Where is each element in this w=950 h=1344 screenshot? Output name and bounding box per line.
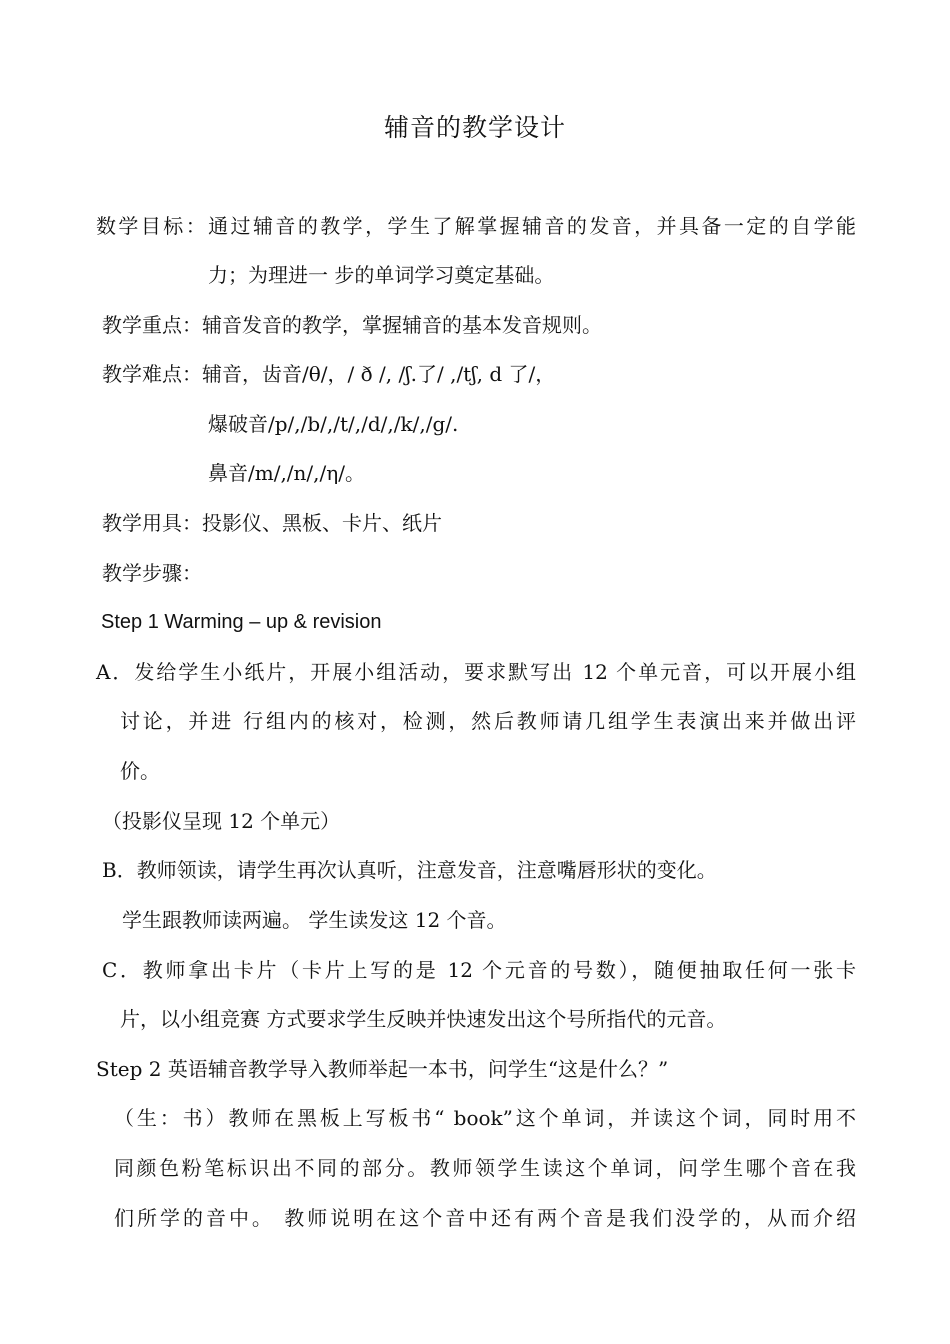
steps-heading: 教学步骤：	[102, 561, 202, 585]
key-point-line: 教学重点：辅音发音的教学，掌握辅音的基本发音规则。	[102, 313, 602, 337]
difficulty-line-2: 爆破音/p/,/b/,/t/,/d/,/k/,/g/.	[208, 412, 459, 436]
difficulty-line-1: 教学难点：辅音，齿音/θ/，/ ð /, /ʃ.了/ ,/tʃ, d 了/，	[102, 362, 556, 386]
step-a-line-1: A．发给学生小纸片，开展小组活动，要求默写出 12 个单元音，可以开展小组	[96, 660, 856, 684]
step1-heading: Step 1 Warming – up & revision	[101, 611, 382, 633]
step2-heading: Step 2 英语辅音教学导入教师举起一本书，问学生“这是什么？”	[96, 1057, 669, 1081]
step-b-line-1: B．教师领读，请学生再次认真听，注意发音，注意嘴唇形状的变化。	[102, 858, 717, 882]
projector-note: （投影仪呈现 12 个单元）	[102, 809, 341, 833]
difficulty-line-3: 鼻音/m/,/n/,/η/。	[208, 461, 365, 485]
step-a-line-2: 讨论，并进 行组内的核对，检测，然后教师请几组学生表演出来并做出评	[120, 709, 856, 733]
step-b-line-2: 学生跟教师读两遍。 学生读发这 12 个音。	[122, 908, 507, 932]
step2-line-2: 同颜色粉笔标识出不同的部分。教师领学生读这个单词，问学生哪个音在我	[114, 1156, 856, 1180]
step-c-line-1: C．教师拿出卡片（卡片上写的是 12 个元音的号数），随便抽取任何一张卡	[102, 958, 856, 982]
step2-line-3: 们所学的音中。 教师说明在这个音中还有两个音是我们没学的，从而介绍	[114, 1206, 856, 1230]
objective-line-2: 力；为理进一 步的单词学习奠定基础。	[208, 263, 555, 287]
tools-line: 教学用具：投影仪、黑板、卡片、纸片	[102, 511, 442, 535]
document-title: 辅音的教学设计	[383, 113, 566, 142]
objective-line-1: 数学目标：通过辅音的教学，学生了解掌握辅音的发音，并具备一定的自学能	[96, 214, 856, 238]
step-a-line-3: 价。	[120, 759, 160, 783]
step-c-line-2: 片，以小组竞赛 方式要求学生反映并快速发出这个号所指代的元音。	[120, 1007, 727, 1031]
step2-line-1: （生：书）教师在黑板上写板书“ book”这个单词，并读这个词，同时用不	[114, 1106, 856, 1130]
